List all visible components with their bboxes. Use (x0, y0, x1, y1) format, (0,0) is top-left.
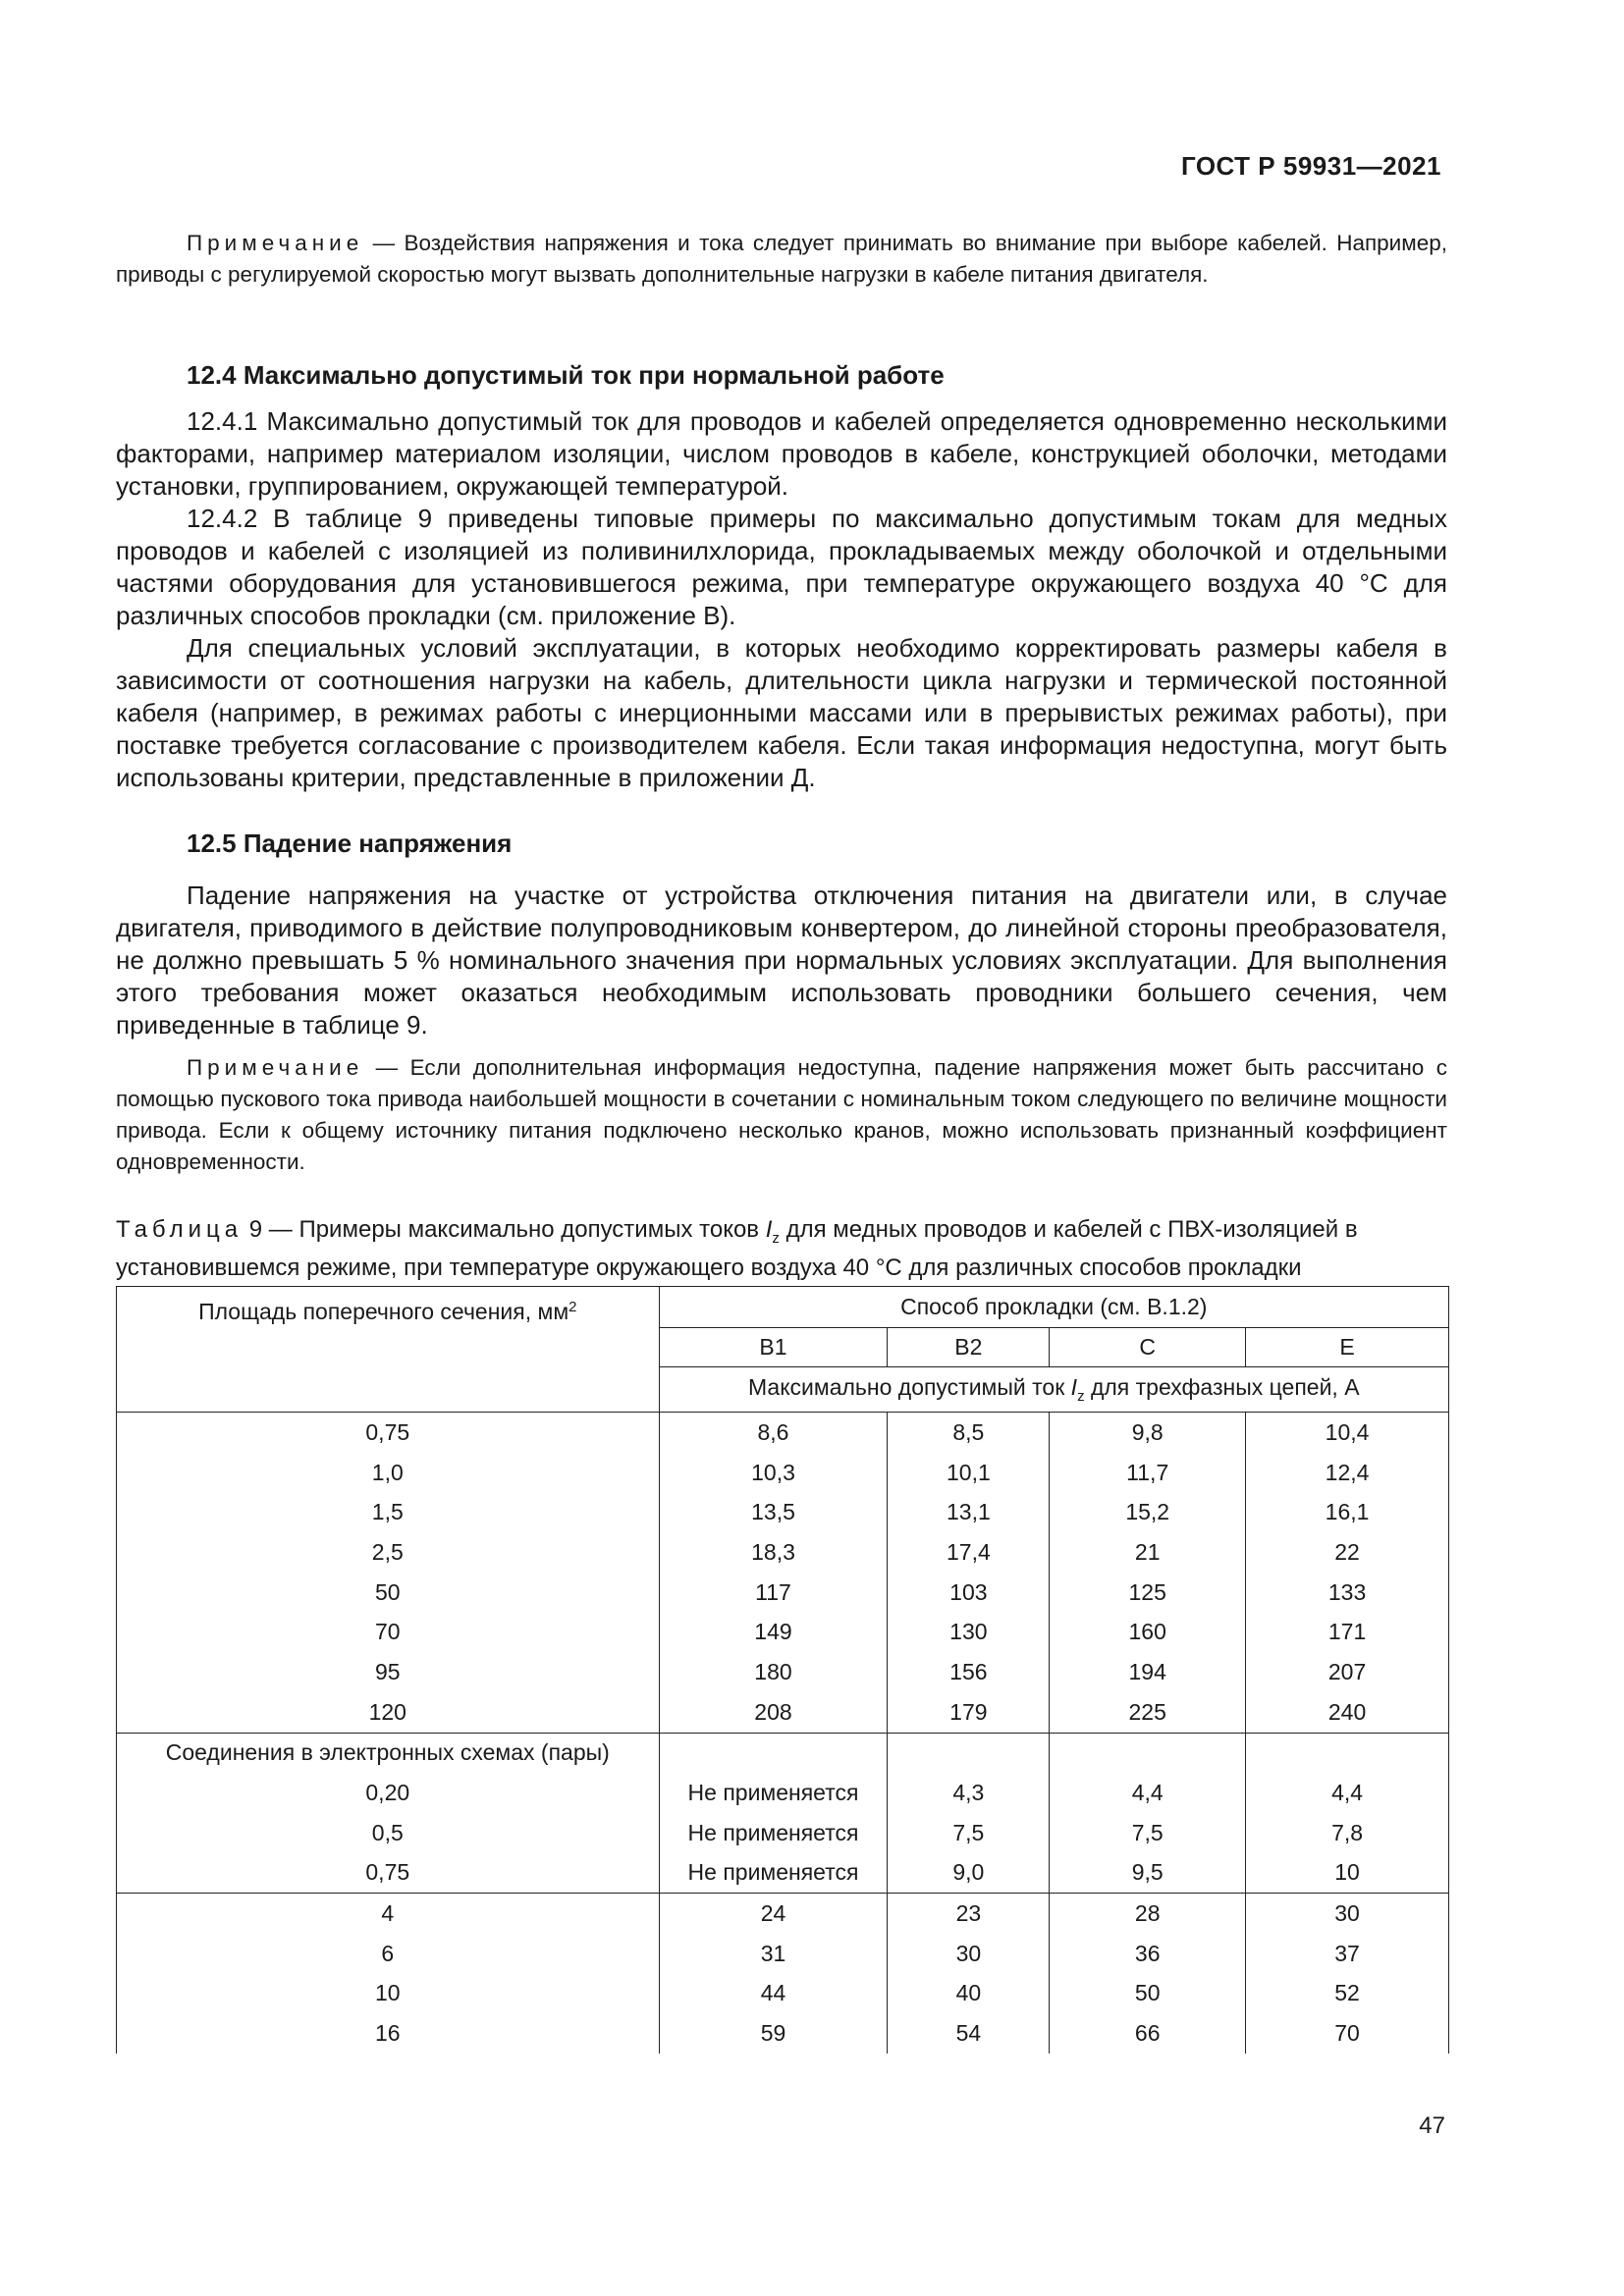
table-row (117, 1773, 1449, 1813)
table-cell (659, 1733, 888, 1773)
table-cell: 1,5 (117, 1492, 660, 1532)
table-row (117, 1652, 1449, 1692)
table-cell: 50 (117, 1573, 660, 1613)
table-row (117, 1853, 1449, 1894)
table-cell: 15,2 (1050, 1492, 1246, 1532)
table-cell: 30 (1246, 1894, 1449, 1934)
unit-header: Максимально допустимый ток $I_z$ для трехфазных цепей, А (659, 1367, 1448, 1413)
table-row (117, 1492, 1449, 1532)
table-cell (1246, 1733, 1449, 1773)
table-cell: 70 (1246, 2013, 1449, 2054)
table-cell: 0,75 (117, 1853, 660, 1894)
table-row (117, 1453, 1449, 1493)
table-cell: 180 (659, 1652, 888, 1692)
table-cell: 117 (659, 1573, 888, 1613)
table-cell: 10 (117, 1974, 660, 2014)
table-cell: 31 (659, 1934, 888, 1974)
table-cell: 22 (1246, 1532, 1449, 1573)
table-row (117, 1692, 1449, 1733)
document-id: ГОСТ Р 59931—2021 (1180, 151, 1441, 181)
table-cell: 160 (1050, 1612, 1246, 1652)
table-cell: 7,5 (1050, 1813, 1246, 1853)
table-cell: 10 (1246, 1853, 1449, 1894)
table-cell: Соединения в электронных схемах (пары) (117, 1733, 660, 1773)
table-cell: 28 (1050, 1894, 1246, 1934)
table-cell: 0,5 (117, 1813, 660, 1853)
table-cell: 194 (1050, 1652, 1246, 1692)
table-cell: 70 (117, 1612, 660, 1652)
table-cell: 12,4 (1246, 1453, 1449, 1493)
table-row (117, 2013, 1449, 2054)
table-row (117, 1813, 1449, 1853)
table-row (117, 1934, 1449, 1974)
table-row (117, 1733, 1449, 1773)
table-row (117, 1573, 1449, 1613)
paragraph: 12.4.1 Максимально допустимый ток для проводов и кабелей определяется одновременно несколькими факторами, например материалом изоляции, числом проводов в кабеле, конструкцией оболочки, методами установки, группированием, окружающей температурой. (116, 406, 1447, 501)
table-cell (1050, 1733, 1246, 1773)
table-cell: 13,1 (888, 1492, 1050, 1532)
table-cell: 95 (117, 1652, 660, 1692)
table-cell: 10,3 (659, 1453, 888, 1493)
section-heading: 12.4 Максимально допустимый ток при нормальной работе (187, 360, 945, 390)
cross-section-header: Площадь поперечного сечения, $мм^2$ (117, 1287, 660, 1413)
table-cell: 8,6 (659, 1413, 888, 1453)
paragraph: Падение напряжения на участке от устройства отключения питания на двигатели или, в случае двигателя, приводимого в действие полупроводниковым конвертером, до линейной стороны преобразователя, не должно превышать 5 % номинального значения при нормальных условиях эксплуатации. Для выполнения этого требования может оказаться необходимым использовать проводники большего сечения, чем приведенные в таблице 9. (116, 881, 1447, 1040)
table-cell: 40 (888, 1974, 1050, 2014)
table-cell: 208 (659, 1692, 888, 1733)
table-cell: 16,1 (1246, 1492, 1449, 1532)
table-cell: Не применяется (659, 1853, 888, 1894)
table-cell: 52 (1246, 1974, 1449, 2014)
table-cell: 50 (1050, 1974, 1246, 2014)
table-cell: 59 (659, 2013, 888, 2054)
method-header: E (1246, 1328, 1449, 1367)
section-12-5 (116, 828, 1447, 1041)
table-row (117, 1974, 1449, 2014)
table-cell: 23 (888, 1894, 1050, 1934)
method-header: C (1050, 1328, 1246, 1367)
paragraph: Для специальных условий эксплуатации, в которых необходимо корректировать размеры кабеля в зависимости от соотношения нагрузки на кабель, длительности цикла нагрузки и термической постоянной кабеля (например, в режимах работы с инерционными массами или в прерывистых режимах работы), при поставке требуется согласование с производителем кабеля. Если такая информация недоступна, могут быть использованы критерии, представленные в приложении Д. (116, 633, 1447, 792)
section-heading: 12.5 Падение напряжения (187, 828, 513, 858)
table-cell: 225 (1050, 1692, 1246, 1733)
table-cell: 156 (888, 1652, 1050, 1692)
table-row (117, 1612, 1449, 1652)
table-cell: 133 (1246, 1573, 1449, 1613)
method-group-header: Способ прокладки (см. В.1.2) (659, 1287, 1448, 1328)
table-cell: 0,20 (117, 1773, 660, 1813)
table-cell: 54 (888, 2013, 1050, 2054)
note-2 (116, 1052, 1447, 1178)
table-cell: 44 (659, 1974, 888, 2014)
table-cell: 7,5 (888, 1813, 1050, 1853)
table-cell: 179 (888, 1692, 1050, 1733)
table-cell: 7,8 (1246, 1813, 1449, 1853)
table-cell: 9,0 (888, 1853, 1050, 1894)
table-cell: 9,5 (1050, 1853, 1246, 1894)
table-cell: 120 (117, 1692, 660, 1733)
table-cell: 125 (1050, 1573, 1246, 1613)
table-cell: 18,3 (659, 1532, 888, 1573)
table-row (117, 1413, 1449, 1453)
table-cell: 240 (1246, 1692, 1449, 1733)
page-number: 47 (1419, 2112, 1445, 2139)
note-text: — Если дополнительная информация недоступна, падение напряжения может быть рассчитано с помощью пускового тока привода наибольшей мощности в сочетании с номинальным током следующего по величине мощности привода. Если к общему источнику питания подключено несколько кранов, можно использовать признанный коэффициент одновременности. (116, 1055, 1447, 1174)
current-table (116, 1286, 1449, 2054)
table-cell: 36 (1050, 1934, 1246, 1974)
table-cell: 13,5 (659, 1492, 888, 1532)
table-cell: 2,5 (117, 1532, 660, 1573)
table-row (117, 1532, 1449, 1573)
method-header: B2 (888, 1328, 1050, 1367)
table-cell: 17,4 (888, 1532, 1050, 1573)
table-cell: 171 (1246, 1612, 1449, 1652)
table-cell: 66 (1050, 2013, 1246, 2054)
note-label: Примечание (187, 231, 364, 255)
table-cell: 4,4 (1050, 1773, 1246, 1813)
paragraph: 12.4.2 В таблице 9 приведены типовые примеры по максимально допустимым токам для медных проводов и кабелей с изоляцией из поливинилхлорида, прокладываемых между оболочкой и отдельными частями оборудования для установившегося режима, при температуре окружающего воздуха 40 °C для различных способов прокладки (см. приложение В). (116, 504, 1447, 630)
table-cell: Не применяется (659, 1813, 888, 1853)
table-cell: 6 (117, 1934, 660, 1974)
table-cell: 103 (888, 1573, 1050, 1613)
table-cell: 10,1 (888, 1453, 1050, 1493)
table-cell: 24 (659, 1894, 888, 1934)
table-cell: 8,5 (888, 1413, 1050, 1453)
table-cell: 0,75 (117, 1413, 660, 1453)
table-cell: 16 (117, 2013, 660, 2054)
method-header: B1 (659, 1328, 888, 1367)
table-cell: 1,0 (117, 1453, 660, 1493)
table-cell: 9,8 (1050, 1413, 1246, 1453)
table-cell: 4,4 (1246, 1773, 1449, 1813)
table-row (117, 1894, 1449, 1934)
note-label: Примечание (187, 1055, 364, 1080)
table-cell (888, 1733, 1050, 1773)
note-text: — Воздействия напряжения и тока следует принимать во внимание при выборе кабелей. Например, приводы с регулируемой скоростью могут вызвать дополнительные нагрузки в кабеле питания двигателя. (116, 231, 1447, 287)
table-cell: 37 (1246, 1934, 1449, 1974)
section-12-4 (116, 359, 1447, 794)
table-cell: 207 (1246, 1652, 1449, 1692)
table-cell: 30 (888, 1934, 1050, 1974)
table-cell: 130 (888, 1612, 1050, 1652)
table-cell: 21 (1050, 1532, 1246, 1573)
table-cell: 149 (659, 1612, 888, 1652)
table-cell: 4 (117, 1894, 660, 1934)
table-caption: Таблица 9 — Примеры максимально допустимых токов $I_z$ для медных проводов и кабелей с ПВХ-изоляцией в установившемся режиме, при температуре окружающего воздуха 40 °C для различных способов прокладки (116, 1216, 1358, 1281)
table-cell: 10,4 (1246, 1413, 1449, 1453)
table-cell: 11,7 (1050, 1453, 1246, 1493)
table-cell: 4,3 (888, 1773, 1050, 1813)
table-cell: Не применяется (659, 1773, 888, 1813)
note-1 (116, 228, 1447, 291)
